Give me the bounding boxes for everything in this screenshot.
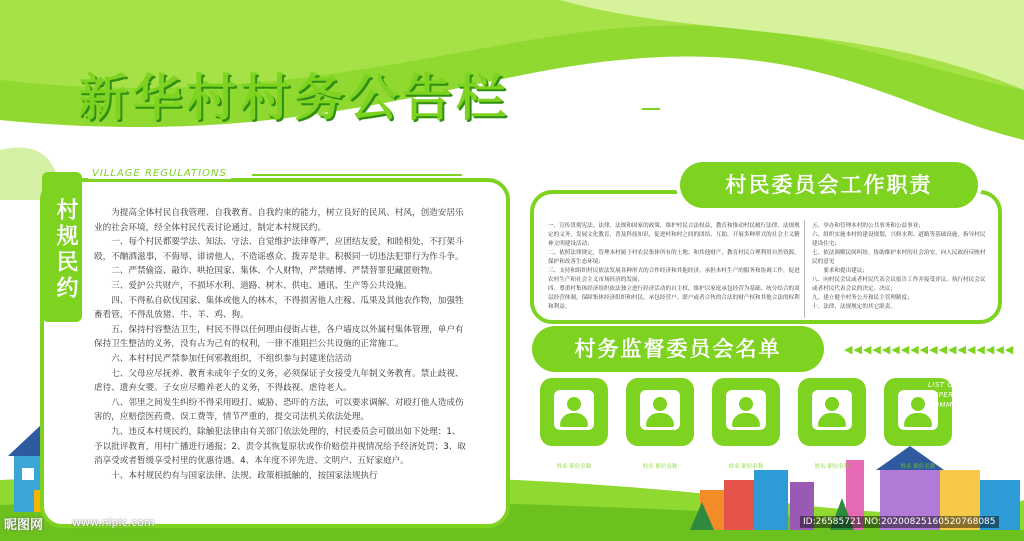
watermark-brand: 昵图网	[4, 518, 44, 533]
member-label: 姓名 职位名称	[814, 464, 850, 470]
member-label: 姓名 职位名称	[642, 464, 678, 470]
supervision-list-label	[928, 380, 993, 410]
duty-item: 一、宣传贯彻宪法、法律、法规和国家的政策，维护村民合法权益，教育和推动村民履行法律、法规规定的义务，发展文化教育，普及科技知识，促进村和村之间的团结、互助，开展多种形式的社会主义精神文明建设活动；	[548, 223, 800, 247]
regulation-paragraph: 五、保持村容整洁卫生，村民不得以任何理由侵街占巷，各户墙皮以外属村集体管理，单户有保持卫生整洁的义务，没有占为己有的权利，一律不准阻拦公共设施的正常施工。	[94, 324, 464, 350]
slogan-dash-accent	[642, 108, 660, 110]
list-label-line: LIST OF VILLAGE	[928, 381, 994, 389]
regulations-subtitle: VILLAGE REGULATIONS	[88, 168, 231, 179]
regulation-paragraph: 三、爱护公共财产，不损坏水利、道路、树木、供电、通讯、生产等公共设施。	[111, 280, 412, 291]
avatar	[712, 378, 780, 446]
watermark-url: www.nipic.com	[72, 516, 155, 529]
regulation-paragraph: 七、父母应尽抚养、教育未成年子女的义务，必须保证子女接受九年制义务教育。禁止歧视、虐待、遗弃女婴。子女应尽赡养老人的义务，不得歧视、虐待老人。	[94, 368, 464, 394]
duty-item: 六、组织实施本村的建设规划，兴修水利、道路等基础设施，指导村民建设住宅；	[812, 232, 986, 247]
regulations-tag: 村规民约	[42, 172, 82, 322]
member-label: 姓名 职位名称	[728, 464, 764, 470]
duty-item: 要求和提出建议；	[823, 268, 868, 274]
arrow-decoration: ◀◀◀◀◀◀◀◀◀◀◀◀◀◀◀◀◀◀	[844, 343, 1015, 356]
regulation-paragraph: 十、本村规民约有与国家法律、法规、政策相抵触的，按国家法规执行	[111, 470, 378, 481]
member-card	[798, 378, 866, 470]
page-title: 新华村村务公告栏	[78, 69, 510, 127]
avatar	[540, 378, 608, 446]
regulation-paragraph: 为提高全体村民自我管理、自我教育、自我约束的能力，树立良好的民风、村风，创造安居乐业的社会环境，经全体村民代表讨论通过，制定本村规民约。	[94, 208, 464, 233]
member-label: 姓名 职位名称	[900, 464, 936, 470]
regulation-paragraph: 六、本村村民严禁参加任何邪教组织，不组织参与封建迷信活动	[111, 353, 352, 364]
duty-item: 八、向村民会议或者村民代表会议报告工作并接受评议，执行村民会议或者村民代表会议的决定、决议；	[812, 277, 986, 292]
regulation-paragraph: 二、严禁偷盗、敲诈、哄抢国家、集体、个人财物，严禁赌博、严禁替罪犯藏匿赃物。	[111, 266, 438, 277]
duty-item: 五、举办和管理本村的公共事务和公益事业；	[812, 223, 924, 229]
avatar	[626, 378, 694, 446]
member-label: 姓名 职位名称	[556, 464, 592, 470]
member-list	[540, 378, 952, 470]
duty-divider	[804, 220, 805, 318]
list-label-line: COMMITTEES	[928, 401, 980, 409]
person-icon	[554, 390, 594, 430]
person-icon	[640, 390, 680, 430]
member-card	[712, 378, 780, 470]
duty-item: 九、建立健全村务公开和民主管理制度；	[812, 295, 913, 301]
duty-item: 十、法律、法规规定的其它职责。	[812, 304, 896, 310]
person-icon	[726, 390, 766, 430]
regulation-paragraph: 四、不得私自砍伐国家、集体或他人的林木，不得损害他人庄稼、瓜果及其他农作物，加强牲畜看管，不得乱放猪、牛、羊、鸡、狗。	[94, 295, 464, 321]
duty-title: 村民委员会工作职责	[680, 162, 978, 208]
person-icon	[812, 390, 852, 430]
regulations-text	[94, 206, 466, 483]
duty-item: 七、依法调解民间纠纷，协助维护本村的社会治安，向人民政府反映村民的意见	[812, 250, 986, 265]
duty-item: 四、尊重村集体经济组织依法独立进行经济活动的自主权，维护以家庭承包经营为基础、统分结合的双层经营体制，保障集体经济组织和村民、承包经营户、联户或者合伙的合法的财产权和其他合法的权利和利益；	[548, 286, 800, 310]
slogan: 新农村 新文明 新风尚	[678, 100, 872, 124]
list-label-line: SUPERVISION	[928, 391, 981, 399]
regulation-paragraph: 八、邻里之间发生纠纷不得采用殴打、威胁、恐吓的方法，可以要求调解。对殴打他人造成伤害的，应赔偿医药费、误工费等，情节严重的，提交司法机关依法处理。	[94, 397, 464, 423]
member-card	[540, 378, 608, 470]
duty-column-right	[812, 222, 988, 312]
duty-item: 三、支持和组织村民依法发展各种形式的合作经济和其他经济，承担本村生产的服务和协调工作，促进农村生产和社会主义市场经济的发展；	[548, 268, 800, 283]
duty-item: 二、依照法律规定，管理本村属于村农民集体所有的土地、和其他财产，教育村民合理利用自然资源，保护和改善生态环境；	[548, 250, 800, 265]
avatar	[798, 378, 866, 446]
regulation-paragraph: 九、违反本村规民约，除触犯法律由有关部门依法处理的，村民委员会可做出如下处理：1、予以批评教育，用村广播进行通报；2、责令其恢复原状或作价赔偿并视情况给予经济处罚；3、取消享受或者暂缓享受村里的优惠待遇。4、本年度不评先进、文明户、五好家庭户。	[94, 426, 466, 467]
regulation-paragraph: 一、每个村民都要学法、知法、守法、自觉维护法律尊严，应团结友爱，和睦相处，不打架斗殴，不酗酒滋事，不侮辱、诽谤他人，不造谣惑众、拨弄是非。积极同一切违法犯罪行为作斗争。	[94, 237, 464, 262]
supervision-title: 村务监督委员会名单	[532, 326, 824, 372]
subtitle-rule	[252, 174, 462, 176]
image-id-label: ID:26585721 NO:20200825160520768085	[800, 516, 999, 528]
duty-column-left	[548, 222, 800, 312]
member-card	[626, 378, 694, 470]
